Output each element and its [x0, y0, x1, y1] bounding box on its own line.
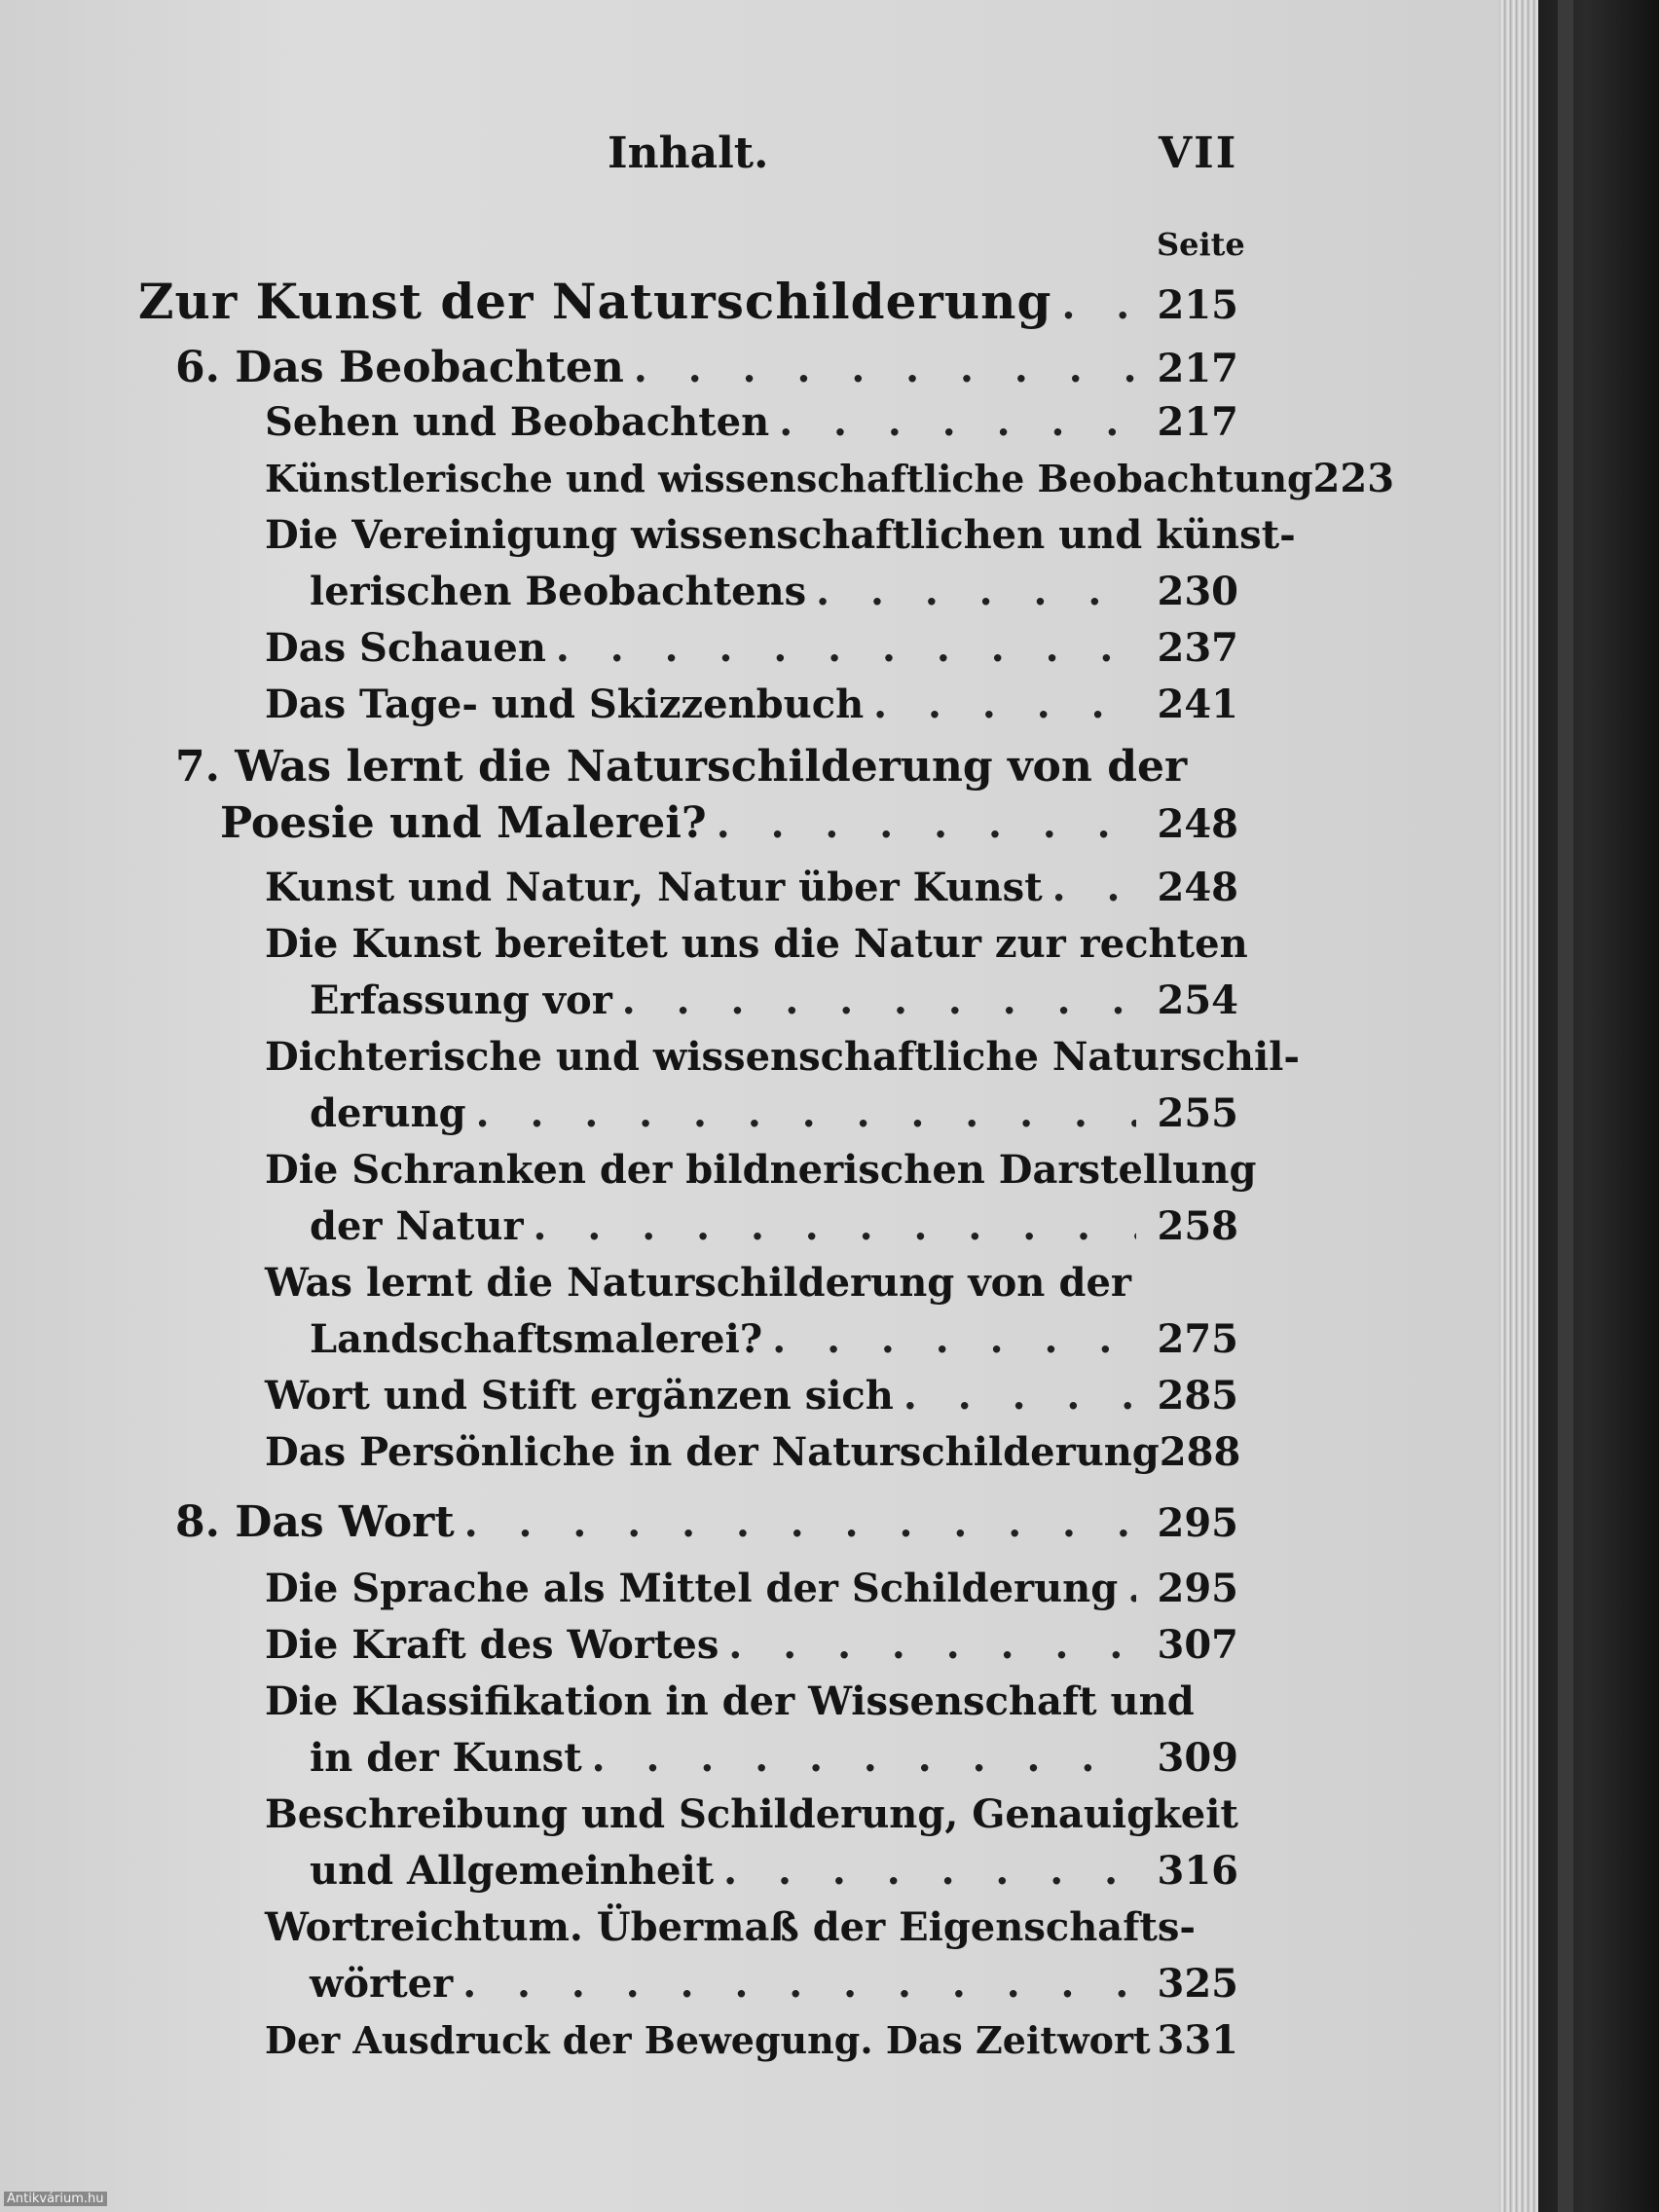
page-number: 288: [1159, 1429, 1241, 1475]
entry-title: Das Persönliche in der Naturschilderung: [265, 1429, 1160, 1475]
leader-dots: [476, 1090, 1136, 1136]
entry-title-line-2: wörter: [310, 1961, 454, 2007]
entry-title: Kunst und Natur, Natur über Kunst: [265, 865, 1043, 910]
page-number: 331: [1157, 2017, 1238, 2063]
entry-title-line-1: Die Kunst bereitet uns die Natur zur rechten: [265, 921, 1248, 967]
page-number: 215: [1157, 282, 1238, 328]
leader-dots: [772, 1316, 1135, 1362]
leader-dots: [1127, 1566, 1135, 1611]
entry-title-line-2: Landschaftsmalerei?: [310, 1316, 763, 1362]
page-number: 275: [1157, 1316, 1238, 1362]
page-number: 285: [1157, 1373, 1238, 1419]
entry-title: Sehen und Beobachten: [265, 399, 770, 445]
toc-entry: [265, 682, 1238, 736]
entry-title-line-2: in der Kunst: [310, 1735, 582, 1781]
toc-entry: [265, 1622, 1238, 1677]
entry-title-line-1: Wortreichtum. Übermaß der Eigenschafts-: [265, 1904, 1196, 1950]
entry-title-line-2: und Allgemeinheit: [310, 1848, 715, 1894]
leader-dots: [634, 346, 1136, 391]
page-number: 248: [1157, 865, 1238, 910]
leader-dots: [464, 1500, 1136, 1546]
leader-dots: [717, 801, 1136, 847]
part-title: Zur Kunst der Naturschilderung: [138, 273, 1052, 330]
toc-chapter-row: [175, 343, 1238, 397]
page-number: 241: [1157, 682, 1238, 727]
entry-title-line-2: lerischen Beobachtens: [310, 569, 807, 614]
leader-dots: [723, 1848, 1135, 1894]
leader-dots: [592, 1735, 1136, 1781]
leader-dots: [556, 625, 1136, 671]
page-number: 223: [1312, 456, 1395, 501]
toc-entry: [265, 399, 1238, 454]
page-number: 295: [1157, 1500, 1238, 1546]
leader-dots: [1052, 865, 1136, 910]
page-edges: [1499, 0, 1538, 2212]
page-number: 217: [1157, 346, 1238, 391]
leader-dots: [903, 1373, 1136, 1419]
leader-dots: [462, 1961, 1135, 2007]
entry-title-line-1: Was lernt die Naturschilderung von der: [265, 1260, 1131, 1306]
page-number: 258: [1157, 1203, 1238, 1249]
toc-entry: [265, 456, 1395, 510]
toc-entry: [310, 1848, 1238, 1902]
leader-dots: [816, 569, 1135, 614]
leader-dots: [1061, 282, 1135, 328]
leader-dots: [779, 399, 1135, 445]
leader-dots: [728, 1622, 1135, 1668]
leader-dots: [873, 682, 1135, 727]
toc-entry: [310, 1316, 1238, 1371]
toc-entry: [265, 865, 1238, 919]
entry-title: Die Kraft des Wortes: [265, 1622, 719, 1668]
running-head-title: Inhalt.: [608, 129, 769, 178]
entry-title: Das Schauen: [265, 625, 546, 671]
toc-entry: [265, 1373, 1238, 1427]
entry-title-line-2: Erfassung vor: [310, 977, 612, 1023]
entry-title-line-1: Die Vereinigung wissenschaftlichen und künst-: [265, 512, 1296, 558]
chapter-title-line-1: 7. Was lernt die Naturschilderung von der: [175, 742, 1188, 792]
entry-title-line-1: Die Klassifikation in der Wissenschaft und: [265, 1678, 1195, 1724]
cover-edge: [1558, 0, 1573, 2212]
entry-title-line-2: derung: [310, 1090, 466, 1136]
toc-part-row: [138, 273, 1238, 330]
page-number: 237: [1157, 625, 1238, 671]
entry-title: Das Tage- und Skizzenbuch: [265, 682, 865, 727]
page-number: 248: [1157, 801, 1238, 847]
page-number: 230: [1157, 569, 1238, 614]
entry-title-line-2: der Natur: [310, 1203, 524, 1249]
toc-entry: [265, 1566, 1238, 1620]
toc-chapter-row: [220, 798, 1238, 853]
chapter-title: 6. Das Beobachten: [175, 343, 624, 392]
page-number: 295: [1157, 1566, 1238, 1611]
entry-title-line-1: Die Schranken der bildnerischen Darstellung: [265, 1147, 1257, 1193]
toc-chapter-row: [175, 1497, 1238, 1552]
entry-title: Die Sprache als Mittel der Schilderung: [265, 1566, 1119, 1611]
page-number: 309: [1157, 1735, 1238, 1781]
toc-entry: [310, 1961, 1238, 2015]
page-number-roman: VII: [1159, 129, 1238, 178]
page-number: 325: [1157, 1961, 1238, 2007]
page-number: 217: [1157, 399, 1238, 445]
toc-entry: [310, 1203, 1238, 1258]
entry-title: Künstlerische und wissenschaftliche Beobachtung: [265, 457, 1313, 500]
toc-entry: [310, 1090, 1238, 1145]
page-number: 254: [1157, 977, 1238, 1023]
page-number: 255: [1157, 1090, 1238, 1136]
book-cover: [1538, 0, 1659, 2212]
entry-title: Wort und Stift ergänzen sich: [265, 1373, 894, 1419]
toc-entry: [310, 1735, 1238, 1789]
entry-title-line-1: Beschreibung und Schilderung, Genauigkeit: [265, 1791, 1238, 1837]
seite-column-label: Seite: [1157, 226, 1245, 263]
toc-entry: [265, 2017, 1238, 2072]
toc-entry: [310, 569, 1238, 623]
chapter-title-line-2: Poesie und Malerei?: [220, 798, 707, 848]
chapter-title: 8. Das Wort: [175, 1497, 455, 1547]
toc-entry: [310, 977, 1238, 1032]
page-number: 316: [1157, 1848, 1238, 1894]
page-number: 307: [1157, 1622, 1238, 1668]
toc-entry: [265, 625, 1238, 680]
leader-dots: [534, 1203, 1136, 1249]
leader-dots: [622, 977, 1136, 1023]
entry-title-line-1: Dichterische und wissenschaftliche Naturschil-: [265, 1034, 1300, 1080]
toc-entry: [265, 1429, 1241, 1484]
watermark: Antikvárium.hu: [4, 2192, 107, 2206]
entry-title: Der Ausdruck der Bewegung. Das Zeitwort: [265, 2018, 1151, 2062]
